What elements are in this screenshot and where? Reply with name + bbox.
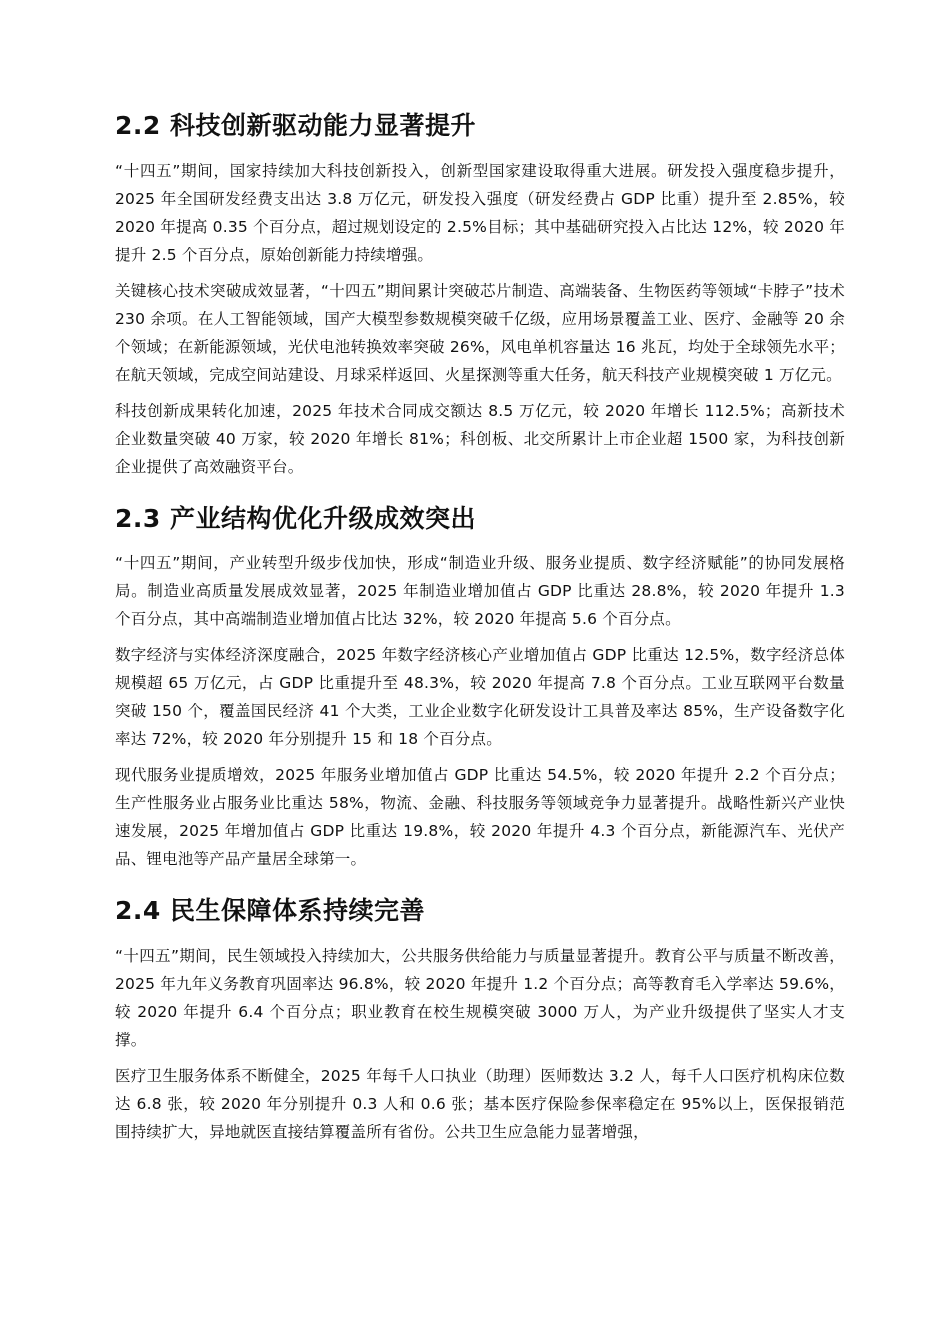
paragraph: “十四五”期间，民生领域投入持续加大，公共服务供给能力与质量显著提升。教育公平与质量不断改善，2025 年九年义务教育巩固率达 96.8%，较 2020 年提升 1.2 个百分点；高等教育毛入学率达 59.6%，较 2020 年提升 6.4 个百分点；职业教育在校生规模突破 3000 万人，为产业升级提供了坚实人才支撑。 (115, 946, 845, 1049)
paragraph: 科技创新成果转化加速，2025 年技术合同成交额达 8.5 万亿元，较 2020 年增长 112.5%；高新技术企业数量突破 40 万家，较 2020 年增长 81%；科创板、北交所累计上市企业超 1500 家，为科技创新企业提供了高效融资平台。 (115, 401, 845, 476)
section-2-2 (115, 110, 845, 481)
section-2-3 (115, 503, 845, 874)
section-title: 2.3 产业结构优化升级成效突出 (115, 503, 476, 533)
paragraph: 现代服务业提质增效，2025 年服务业增加值占 GDP 比重达 54.5%，较 2020 年提升 2.2 个百分点；生产性服务业占服务业比重达 58%，物流、金融、科技服务等领域竞争力显著提升。战略性新兴产业快速发展，2025 年增加值占 GDP 比重达 19.8%，较 2020 年提升 4.3 个百分点，新能源汽车、光伏产品、锂电池等产品产量居全球第一。 (115, 766, 845, 868)
section-title: 2.4 民生保障体系持续完善 (115, 896, 425, 925)
document-page (115, 110, 845, 1154)
paragraph: “十四五”期间，产业转型升级步伐加快，形成“制造业升级、服务业提质、数字经济赋能”的协同发展格局。制造业高质量发展成效显著，2025 年制造业增加值占 GDP 比重达 28.8%，较 2020 年提升 1.3 个百分点，其中高端制造业增加值占比达 32%，较 2020 年提高 5.6 个百分点。 (115, 554, 845, 628)
paragraph: 医疗卫生服务体系不断健全，2025 年每千人口执业（助理）医师数达 3.2 人，每千人口医疗机构床位数达 6.8 张，较 2020 年分别提升 0.3 人和 0.6 张；基本医疗保险参保率稳定在 95%以上，医保报销范围持续扩大，异地就医直接结算覆盖所有省份。公共卫生应急能力显著增强， (115, 1066, 845, 1141)
paragraph: “十四五”期间，国家持续加大科技创新投入，创新型国家建设取得重大进展。研发投入强度稳步提升，2025 年全国研发经费支出达 3.8 万亿元，研发投入强度（研发经费占 GDP 比重）提升至 2.85%，较 2020 年提高 0.35 个百分点，超过规划设定的 2.5%目标；其中基础研究投入占比达 12%，较 2020 年提升 2.5 个百分点，原始创新能力持续增强。 (115, 161, 845, 264)
paragraph: 关键核心技术突破成效显著，“十四五”期间累计突破芯片制造、高端装备、生物医药等领域“卡脖子”技术 230 余项。在人工智能领域，国产大模型参数规模突破千亿级，应用场景覆盖工业、医疗、金融等 20 余个领域；在新能源领域，光伏电池转换效率突破 26%，风电单机容量达 16 兆瓦，均处于全球领先水平；在航天领域，完成空间站建设、月球采样返回、火星探测等重大任务，航天科技产业规模突破 1 万亿元。 (115, 281, 845, 384)
section-title: 2.2 科技创新驱动能力显著提升 (115, 111, 476, 140)
paragraph: 数字经济与实体经济深度融合，2025 年数字经济核心产业增加值占 GDP 比重达 12.5%，数字经济总体规模超 65 万亿元，占 GDP 比重提升至 48.3%，较 2020 年提高 7.8 个百分点。工业互联网平台数量突破 150 个，覆盖国民经济 41 个大类，工业企业数字化研发设计工具普及率达 85%，生产设备数字化率达 72%，较 2020 年分别提升 15 和 18 个百分点。 (115, 646, 845, 748)
section-2-4 (115, 895, 845, 1146)
